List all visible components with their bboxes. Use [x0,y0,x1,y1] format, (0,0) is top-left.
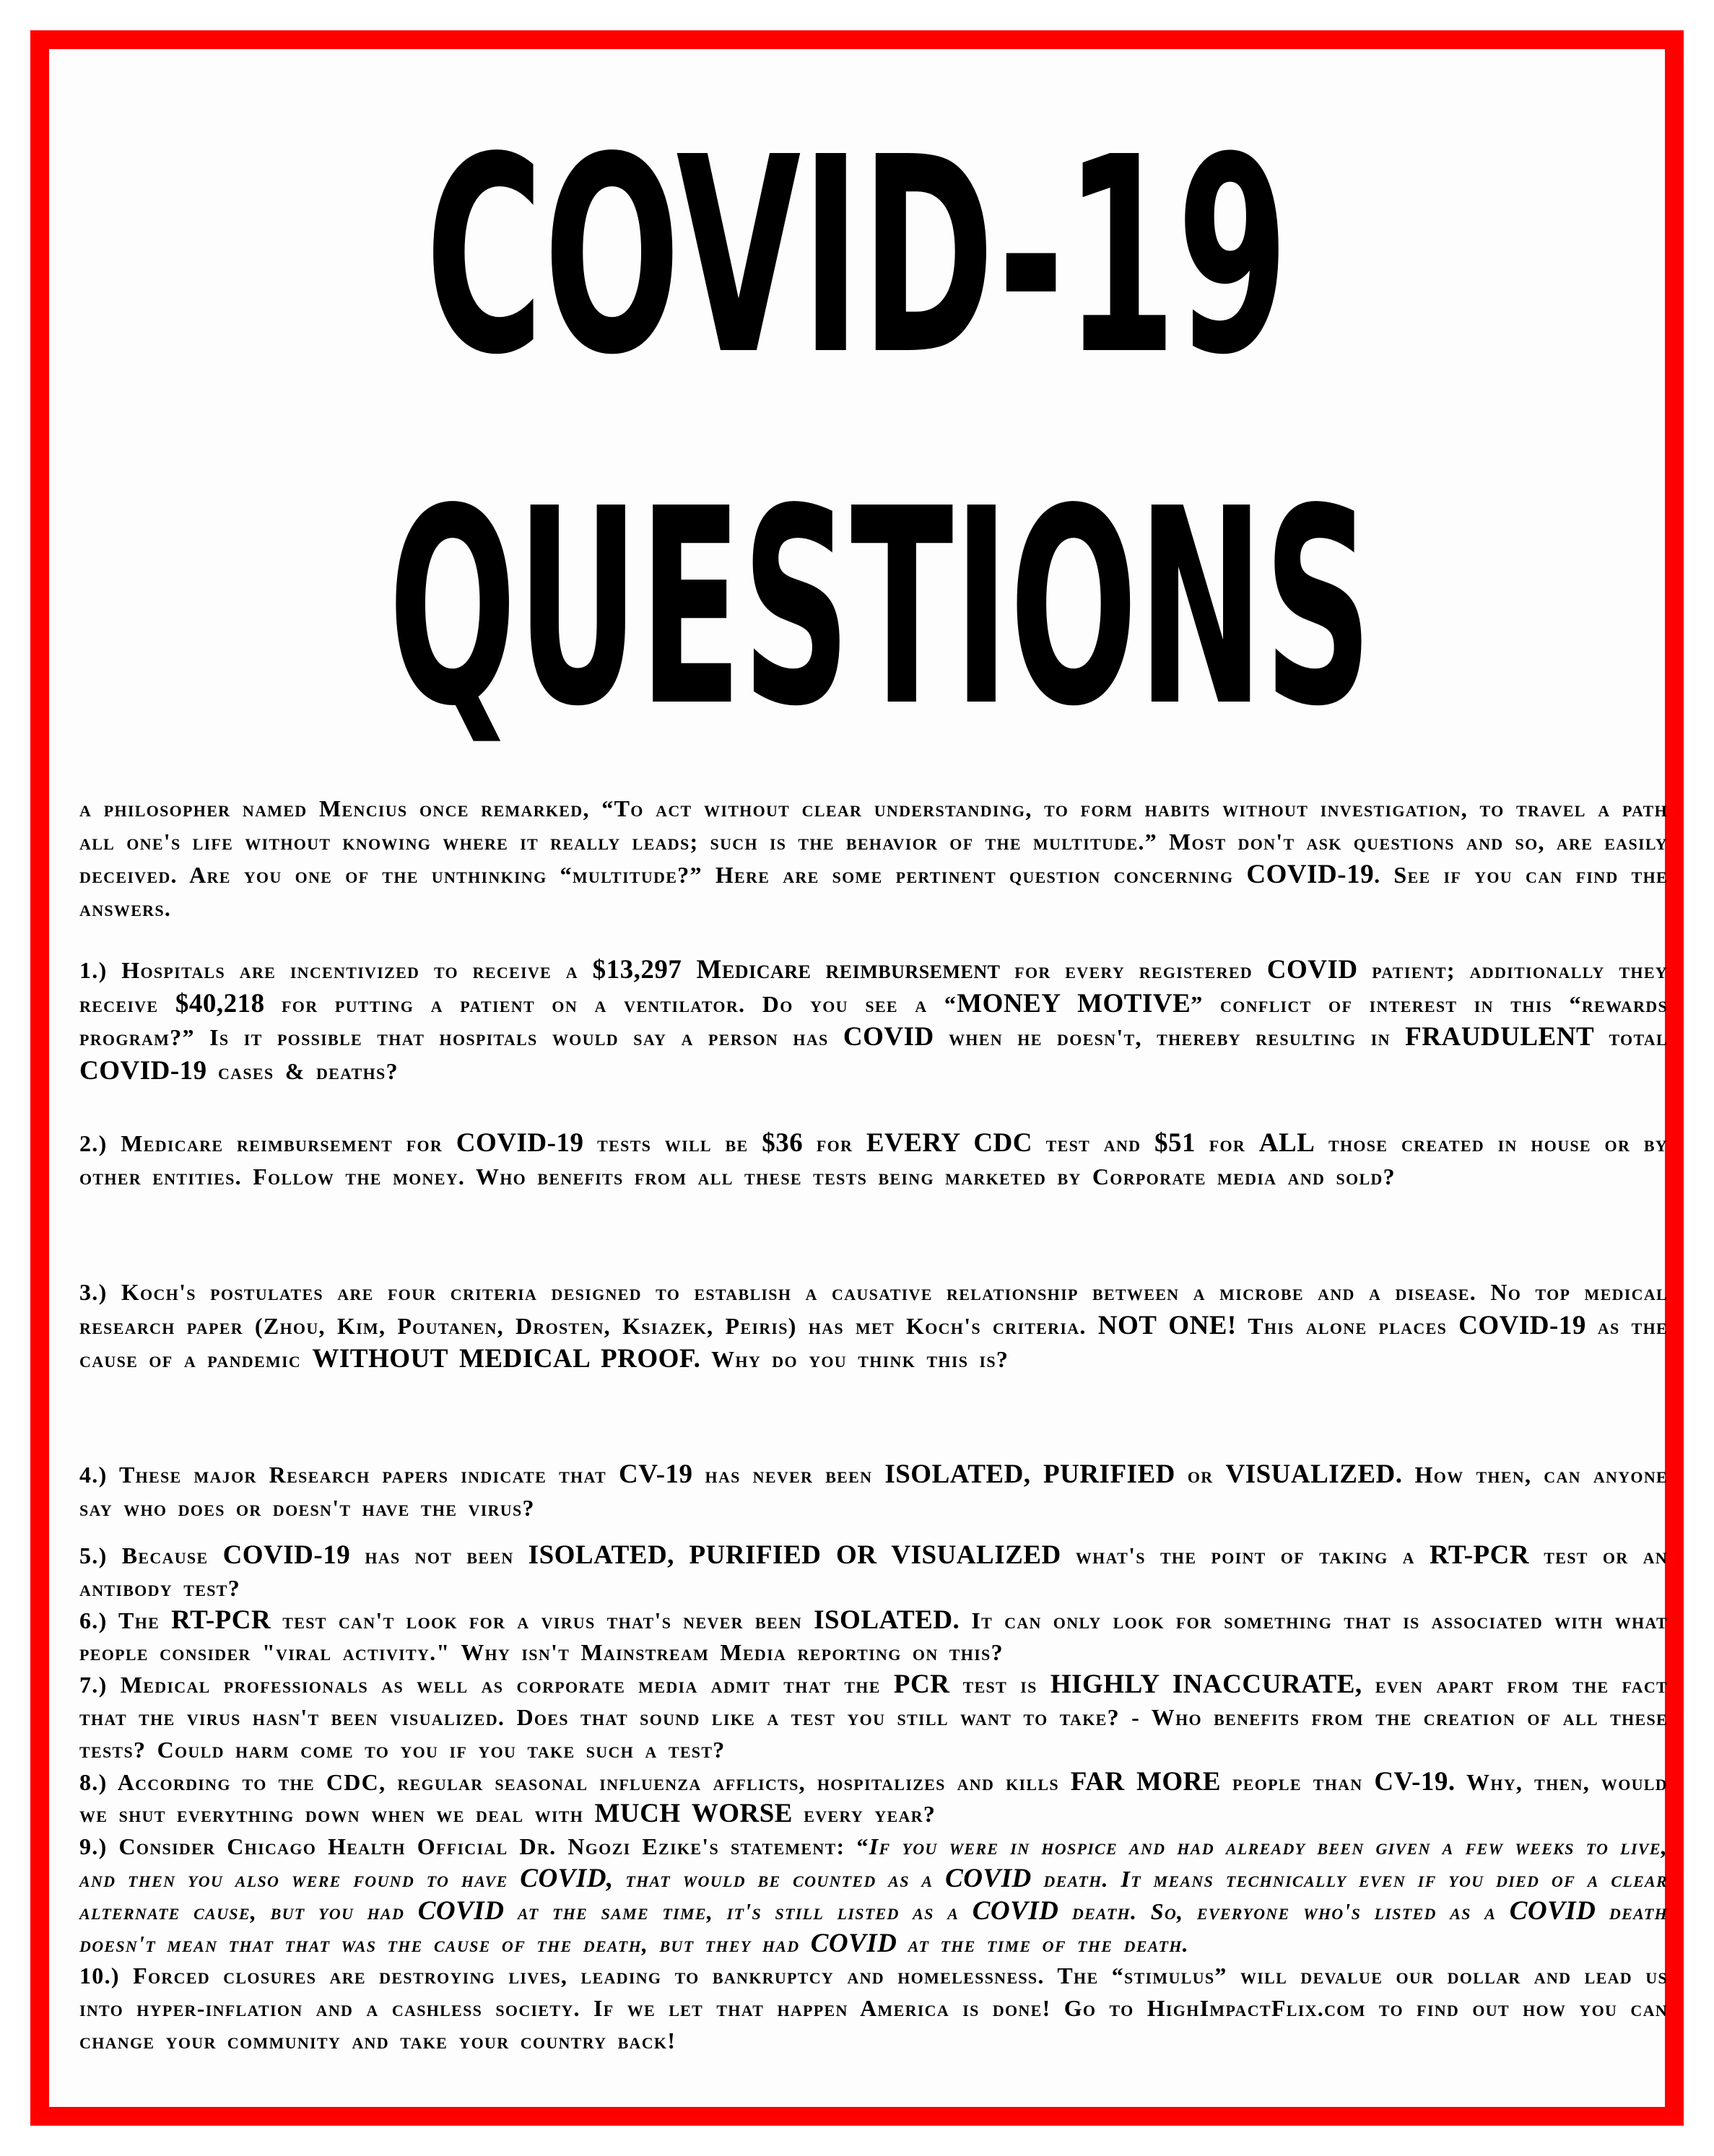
title-line-1: COVID-19 [425,99,1289,414]
question-7: 7.) Medical professionals as well as corporate media admit that the PCR test is HIGHLY INACCURATE, even apart from the fact that the virus hasn't been visualized. Does that sound like a test you still want to take? - Who benefits from the creation of all these tests? Could harm come to you if you take such a test? [79,1670,1668,1763]
question-9: 9.) Consider Chicago Health Official Dr. Ngozi Ezike's statement: “If you were in hospice and had already been given a few weeks to live, and then you also were found to have COVID, that would be counted as a COVID death. It means technically even if you died of a clear alternate cause, but you had COVID at the same time, it's still listed as a COVID death. So, everyone who's listed as a COVID death doesn't mean that that was the cause of the death, but they had COVID at the time of the death. [79,1833,1668,1958]
question-4: 4.) These major Research papers indicate that CV-19 has never been ISOLATED, PURIFIED or VISUALIZED. How then, can anyone say who does or doesn't have the virus? [79,1459,1669,1521]
question-2: 2.) Medicare reimbursement for COVID-19 tests will be $36 for EVERY CDC test and $51 for ALL those created in house or by other entities. Follow the money. Who benefits from all these tests being marketed by Corporate media and sold? [79,1128,1668,1190]
red-border-frame [30,30,1684,2126]
question-5: 5.) Because COVID-19 has not been ISOLATED, PURIFIED OR VISUALIZED what's the point of taking a RT-PCR test or an antibody test? [79,1540,1668,1601]
question-6: 6.) The RT-PCR test can't look for a virus that's never been ISOLATED. It can only look for something that is associated with what people consider "viral activity." Why isn't Mainstream Media reporting on this? [79,1605,1668,1666]
title-line-2: QUESTIONS [388,450,1372,766]
question-8: 8.) According to the CDC, regular seasonal influenza afflicts, hospitalizes and kills FAR MORE people than CV-19. Why, then, would we shut everything down when we deal with MUCH WORSE every year? [79,1766,1668,1829]
intro-paragraph: a philosopher named Mencius once remarked, “To act without clear understanding, to form habits without investigation, to travel a path all one's life without knowing where it really leads; such is the behavior of the multitude.” Most don't ask questions and so, are easily deceived. Are you one of the unthinking “multitude?” Here are some pertinent question concerning COVID-19. See if you can find the answers. [79,795,1668,921]
question-1: 1.) Hospitals are incentivized to receive a $13,297 Medicare reimbursement for every registered COVID patient; additionally they receive $40,218 for putting a patient on a ventilator. Do you see a “MONEY MOTIVE” conflict of interest in this “rewards program?” Is it possible that hospitals would say a person has COVID when he doesn't, thereby resulting in FRAUDULENT total COVID-19 cases & deaths? [79,955,1669,1086]
question-10: 10.) Forced closures are destroying lives, leading to bankruptcy and homelessness. The “stimulus” will devalue our dollar and lead us into hyper-inflation and a cashless society. If we let that happen America is done! Go to HighImpactFlix.com to find out how you can change your community and take your country back! [79,1963,1668,2054]
question-3: 3.) Koch's postulates are four criteria designed to establish a causative relationship between a microbe and a disease. No top medical research paper (Zhou, Kim, Poutanen, Drosten, Ksiazek, Peiris) has met Koch's criteria. NOT ONE! This alone places COVID-19 as the cause of a pandemic WITHOUT MEDICAL PROOF. Why do you think this is? [79,1279,1668,1374]
question-list [79,1540,1668,2057]
